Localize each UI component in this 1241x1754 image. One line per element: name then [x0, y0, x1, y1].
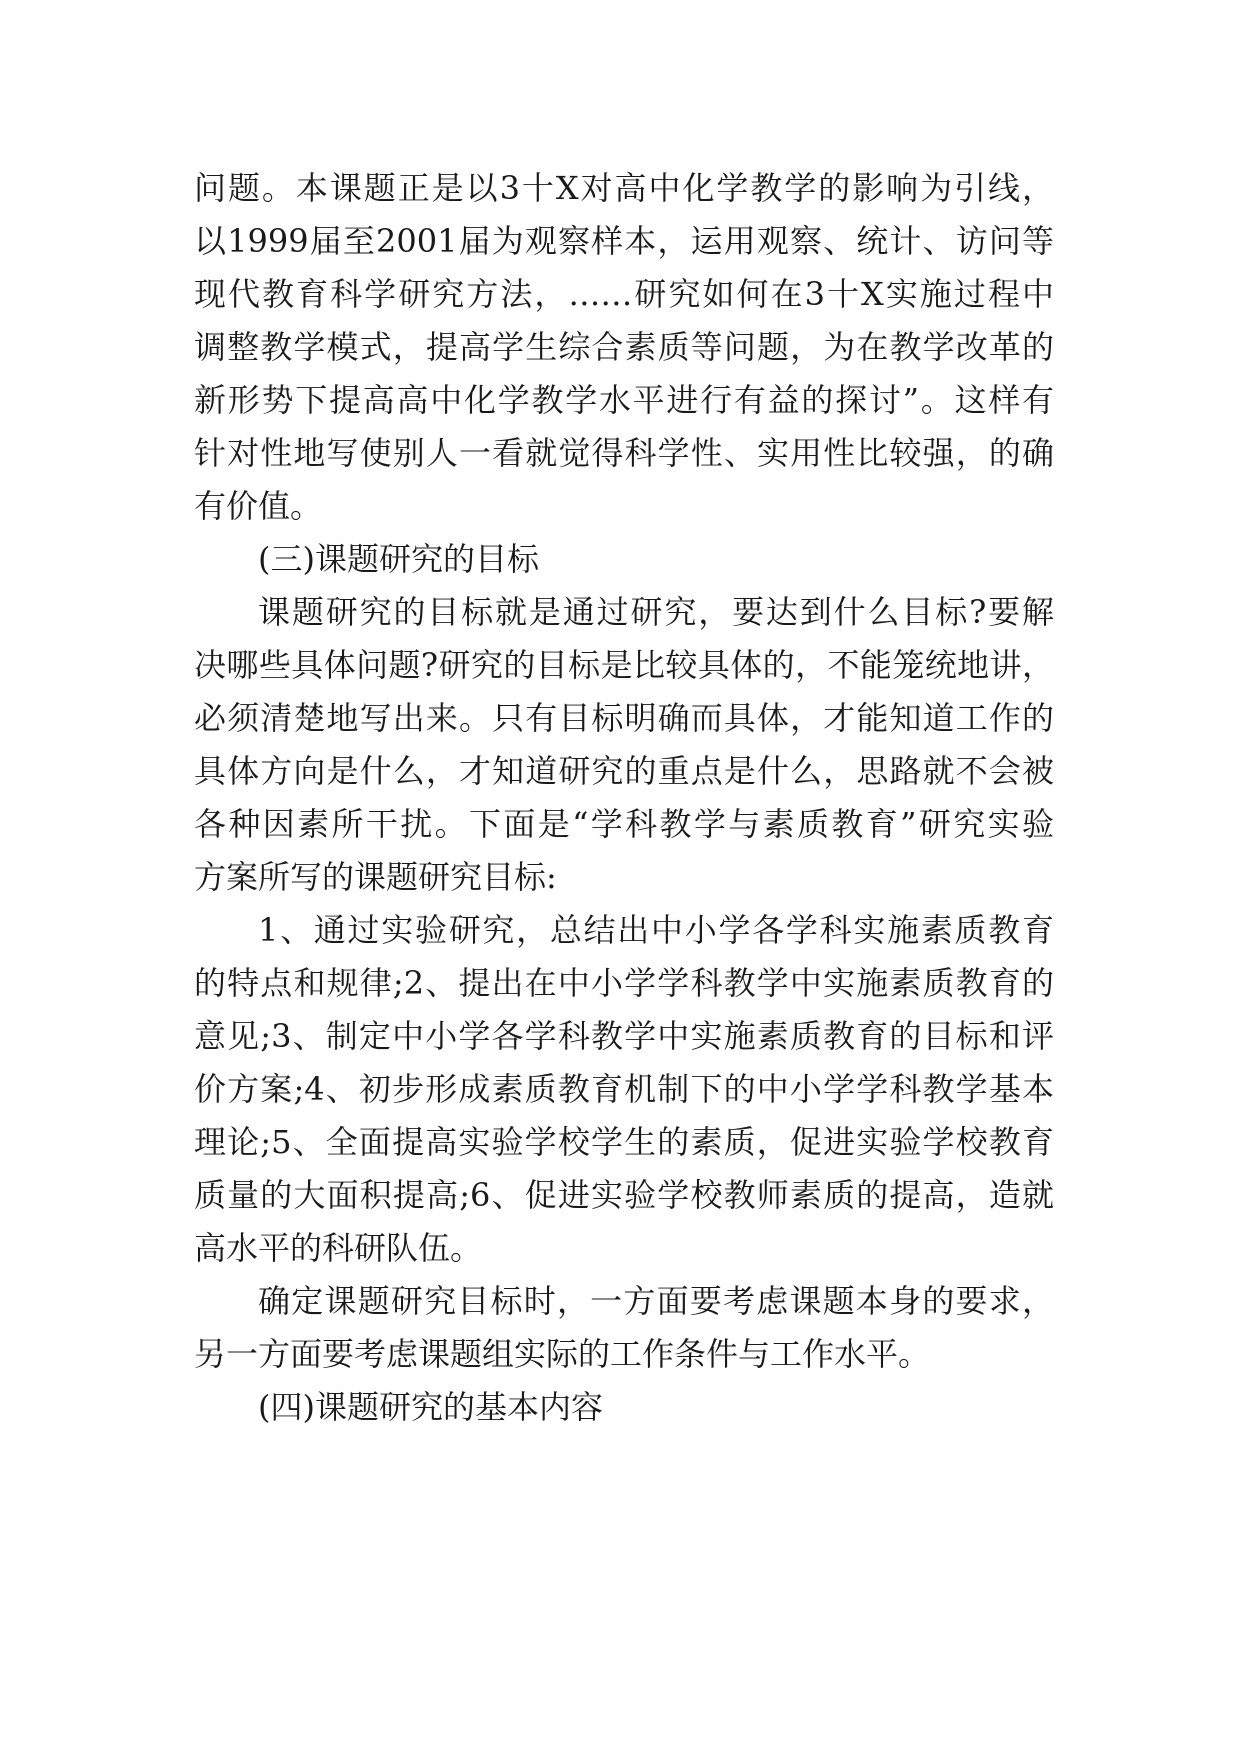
text-line: 课题研究的目标就是通过研究，要达到什么目标?要解 — [258, 593, 1054, 631]
text-line: 问题。本课题正是以3十X对高中化学教学的影响为引线， — [194, 169, 1054, 207]
text-line: 现代教育科学研究方法，……研究如何在3十X实施过程中 — [194, 275, 1054, 313]
text-line: 意见;3、制定中小学各学科教学中实施素质教育的目标和评 — [194, 1017, 1054, 1055]
text-line: 1、通过实验研究，总结出中小学各学科实施素质教育 — [258, 911, 1054, 949]
text-line: 质量的大面积提高;6、促进实验学校教师素质的提高，造就 — [194, 1176, 1054, 1214]
text-line: 高水平的科研队伍。 — [194, 1229, 483, 1267]
text-line: 理论;5、全面提高实验学校学生的素质，促进实验学校教育 — [194, 1123, 1054, 1161]
text-line: 有价值。 — [194, 487, 323, 525]
text-line: 确定课题研究目标时，一方面要考虑课题本身的要求， — [258, 1282, 1054, 1320]
section-heading: (四)课题研究的基本内容 — [258, 1388, 603, 1426]
text-line: 必须清楚地写出来。只有目标明确而具体，才能知道工作的 — [194, 699, 1054, 737]
text-line: 的特点和规律;2、提出在中小学学科教学中实施素质教育的 — [194, 964, 1054, 1002]
text-line: 针对性地写使别人一看就觉得科学性、实用性比较强，的确 — [194, 434, 1054, 472]
text-line: 方案所写的课题研究目标: — [194, 858, 557, 896]
text-line: 具体方向是什么，才知道研究的重点是什么，思路就不会被 — [194, 752, 1054, 790]
text-line: 调整教学模式，提高学生综合素质等问题，为在教学改革的 — [194, 328, 1054, 366]
text-line: 以1999届至2001届为观察样本，运用观察、统计、访问等 — [194, 222, 1054, 260]
text-line: 新形势下提高高中化学教学水平进行有益的探讨”。这样有 — [194, 381, 1054, 419]
text-line: 决哪些具体问题?研究的目标是比较具体的，不能笼统地讲， — [194, 646, 1054, 684]
text-line: 另一方面要考虑课题组实际的工作条件与工作水平。 — [194, 1335, 931, 1373]
text-line: 价方案;4、初步形成素质教育机制下的中小学学科教学基本 — [194, 1070, 1054, 1108]
section-heading: (三)课题研究的目标 — [258, 540, 539, 578]
text-line: 各种因素所干扰。下面是“学科教学与素质教育”研究实验 — [194, 805, 1054, 843]
